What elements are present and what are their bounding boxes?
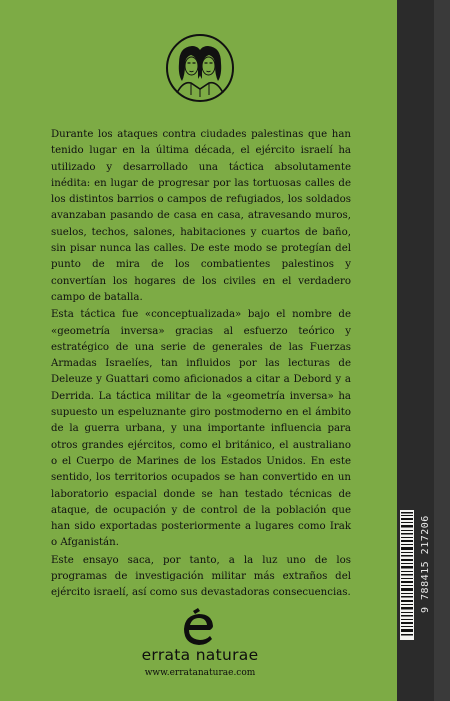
publisher-name: errata naturae	[141, 646, 259, 664]
isbn-number: 9 788415 217206	[420, 515, 431, 613]
synopsis-paragraph: Este ensayo saca, por tanto, a la luz uno de los programas de investigación militar más extraños del ejército israelí, así como sus devastadoras consecuencias.	[51, 554, 351, 599]
synopsis-paragraph: Durante los ataques contra ciudades palestinas que han tenido lugar en la última década, el ejército israelí ha utilizado y desarrollado una táctica absolutamente inédita: en lugar de progresar por las tortuosas calles de los distintos barrios o campos de refugiados, los soldados avanzaban pasando de casa en casa, atravesando muros, suelos, techos, salones, habitaciones y cuartos de baño, sin pisar nunca las calles. De este modo se protegían del punto de mira de los combatientes palestinos y convertían los hogares de los civiles en el verdadero campo de batalla.	[51, 129, 351, 303]
errata-e-icon	[180, 608, 220, 648]
synopsis-paragraph: Esta táctica fue «conceptualizada» bajo el nombre de «geometría inversa» gracias al esfuerzo teórico y estratégico de una serie de generales de las Fuerzas Armadas Israelíes, tan influidos por las lecturas de Deleuze y Guattari como aficionados a citar a Debord y a Derrida. La táctica militar de la «geometría inversa» ha supuesto un espeluznante giro postmoderno en el ámbito de la guerra urbana, y una importante influencia para otros grandes ejércitos, como el británico, el australiano o el Cuerpo de Marines de los Estados Unidos. En este sentido, los territorios ocupados se han convertido en un laboratorio espacial donde se han testado técnicas de ataque, de ocupación y de control de la población que han sido exportadas posteriormente a lugares como Irak o Afganistán.	[51, 309, 351, 549]
barcode-icon	[400, 510, 414, 640]
publisher-url: www.erratanaturae.com	[144, 668, 256, 678]
twin-faces-icon	[165, 33, 235, 103]
spine-edge	[434, 0, 450, 701]
synopsis-text	[51, 127, 351, 603]
